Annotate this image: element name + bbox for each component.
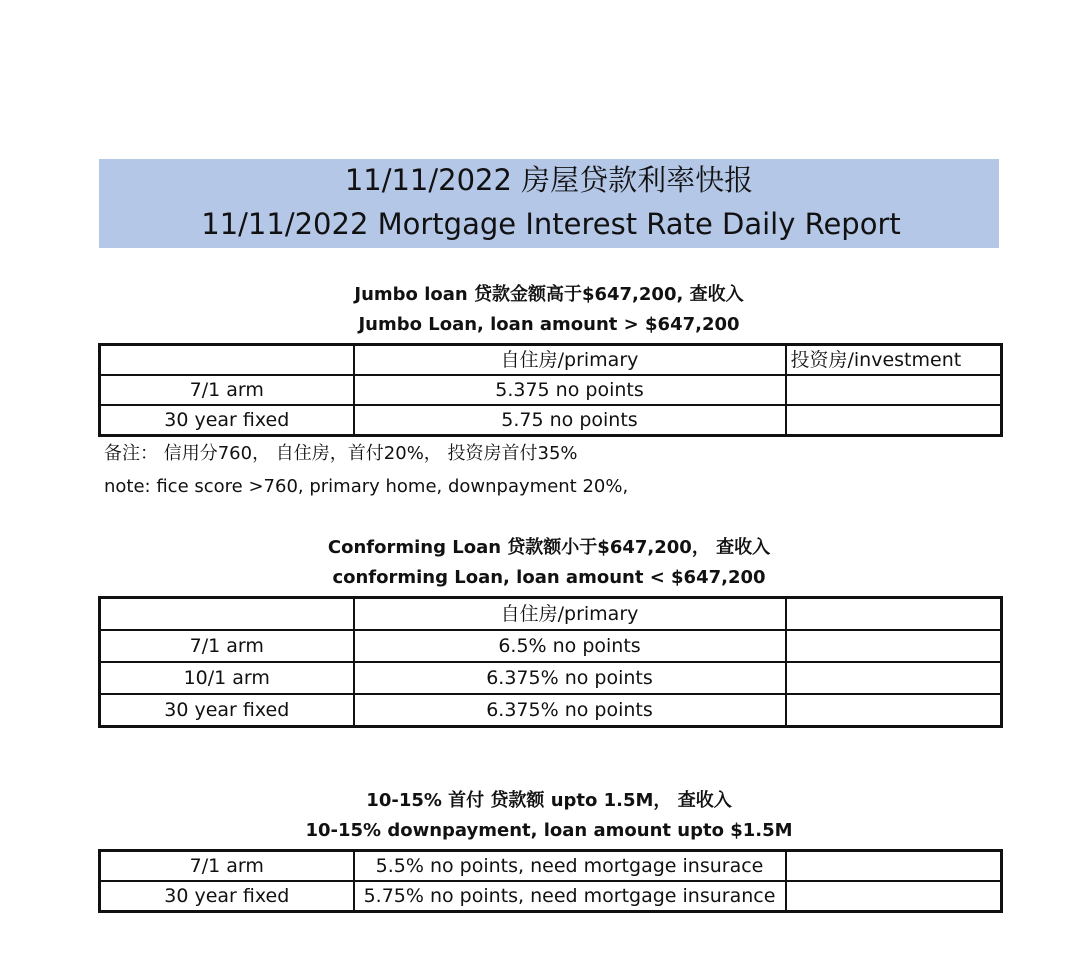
primary-rate-cell: 5.375 no points — [354, 375, 786, 405]
loan-type-cell: 30 year fixed — [100, 694, 354, 727]
header-cell-primary: 自住房/primary — [354, 345, 786, 376]
jumbo-heading-zh: Jumbo loan 贷款金额高于$647,200, 查收入 — [354, 284, 744, 305]
loan-type-cell: 7/1 arm — [100, 630, 354, 662]
jumbo-rate-table — [98, 343, 1003, 437]
conforming-heading-zh: Conforming Loan 贷款额小于$647,200， 查收入 — [327, 537, 771, 558]
header-cell-empty — [100, 345, 354, 376]
loan-type-cell: 7/1 arm — [100, 851, 354, 882]
table-row — [100, 662, 1002, 694]
extra-cell — [786, 881, 1002, 912]
table-row — [100, 694, 1002, 727]
report-title-zh: 11/11/2022 房屋贷款利率快报 — [344, 163, 754, 197]
investment-rate-cell — [786, 375, 1002, 405]
header-cell-empty — [100, 598, 354, 631]
report-title-en: 11/11/2022 Mortgage Interest Rate Daily Report — [201, 207, 901, 241]
investment-rate-cell — [786, 630, 1002, 662]
header-cell-investment: 投资房/investment — [786, 345, 1002, 376]
investment-rate-cell — [786, 662, 1002, 694]
table-row — [100, 630, 1002, 662]
primary-rate-cell: 5.5% no points, need mortgage insurace — [354, 851, 786, 882]
jumbo-note-zh: 备注： 信用分760， 自住房，首付20%， 投资房首付35% — [104, 443, 578, 464]
primary-rate-cell: 5.75% no points, need mortgage insurance — [354, 881, 786, 912]
table-row — [100, 851, 1002, 882]
loan-type-cell: 30 year fixed — [100, 881, 354, 912]
lowdown-rate-table — [98, 849, 1003, 913]
loan-type-cell: 7/1 arm — [100, 375, 354, 405]
lowdown-heading-zh: 10-15% 首付 贷款额 upto 1.5M， 查收入 — [366, 790, 732, 811]
header-cell-primary: 自住房/primary — [354, 598, 786, 631]
table-row — [100, 375, 1002, 405]
jumbo-heading-en: Jumbo Loan, loan amount > $647,200 — [358, 314, 740, 335]
conforming-heading-en: conforming Loan, loan amount < $647,200 — [332, 567, 766, 588]
primary-rate-cell: 6.5% no points — [354, 630, 786, 662]
investment-rate-cell — [786, 694, 1002, 727]
loan-type-cell: 30 year fixed — [100, 405, 354, 436]
table-row — [100, 405, 1002, 436]
jumbo-note-en: note: fice score >760, primary home, downpayment 20%, — [104, 476, 629, 497]
primary-rate-cell: 5.75 no points — [354, 405, 786, 436]
header-cell-empty — [786, 598, 1002, 631]
table-header-row — [100, 598, 1002, 631]
table-header-row — [100, 345, 1002, 376]
extra-cell — [786, 851, 1002, 882]
investment-rate-cell — [786, 405, 1002, 436]
lowdown-heading-en: 10-15% downpayment, loan amount upto $1.5M — [305, 820, 793, 841]
table-row — [100, 881, 1002, 912]
primary-rate-cell: 6.375% no points — [354, 694, 786, 727]
loan-type-cell: 10/1 arm — [100, 662, 354, 694]
conforming-rate-table — [98, 596, 1003, 728]
primary-rate-cell: 6.375% no points — [354, 662, 786, 694]
report-banner — [99, 159, 999, 248]
